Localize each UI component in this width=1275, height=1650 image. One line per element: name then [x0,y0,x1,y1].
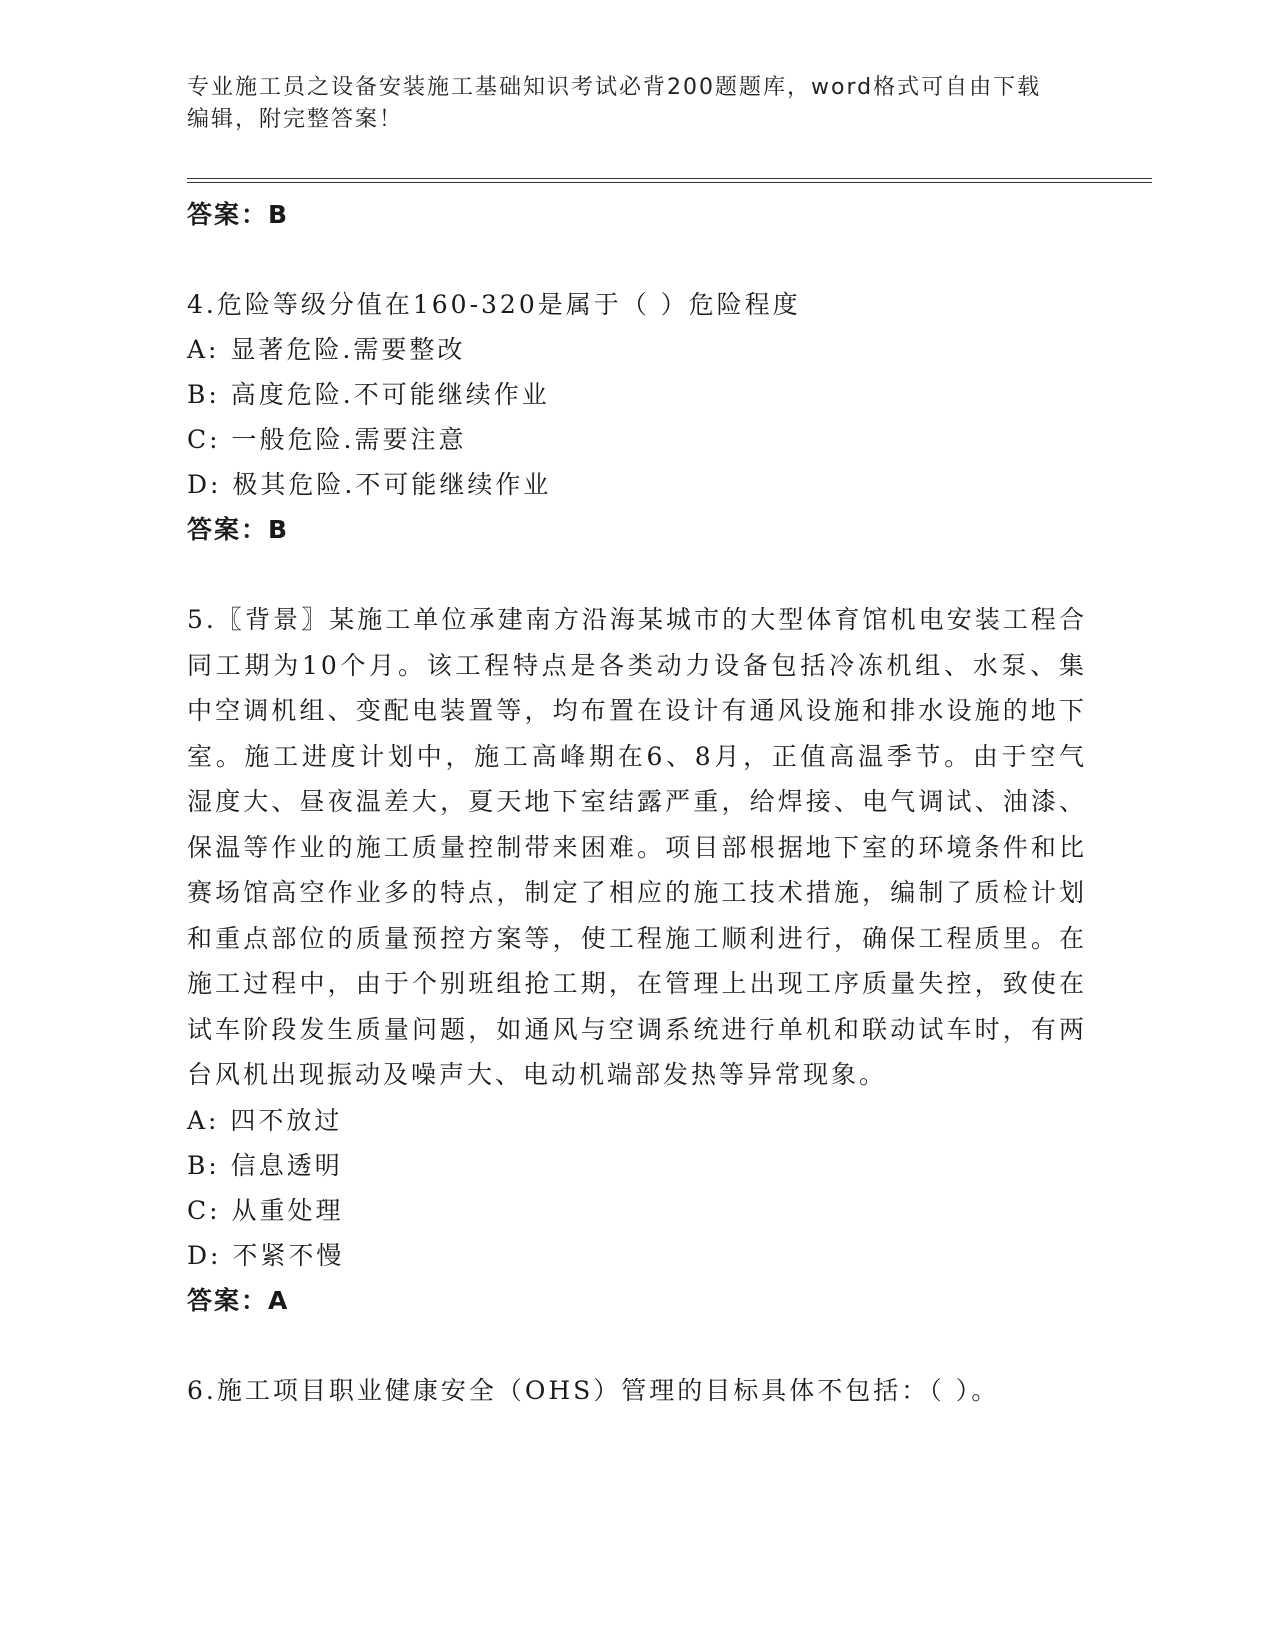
spacer [187,1323,1087,1368]
question-5-text: 5.〖背景〗某施工单位承建南方沿海某城市的大型体育馆机电安装工程合同工期为10个月。该工程特点是各类动力设备包括冷冻机组、水泵、集中空调机组、变配电装置等，均布置在设计有通风设施和排水设施的地下室。施工进度计划中，施工高峰期在6、8月，正值高温季节。由于空气湿度大、昼夜温差大，夏天地下室结露严重，给焊接、电气调试、油漆、保温等作业的施工质量控制带来困难。项目部根据地下室的环境条件和比赛场馆高空作业多的特点，制定了相应的施工技术措施，编制了质检计划和重点部位的质量预控方案等，使工程施工顺利进行，确保工程质里。在施工过程中，由于个别班组抢工期，在管理上出现工序质量失控，致使在试车阶段发生质量问题，如通风与空调系统进行单机和联动试车时，有两台风机出现振动及噪声大、电动机端部发热等异常现象。 [187,605,1087,1089]
question-5-answer: 答案：A [187,1285,290,1315]
question-6 [187,1368,1087,1413]
question-4-option-a: A: 显著危险.需要整改 [187,335,466,364]
document-header [187,72,1087,136]
answer-3: 答案：B [187,200,290,229]
question-6-text: 6.施工项目职业健康安全（OHS）管理的目标具体不包括：（ ）。 [187,1375,1000,1405]
question-5 [187,597,1087,1323]
spacer [187,552,1087,597]
question-5-option-b: B: 信息透明 [187,1150,343,1180]
question-5-option-d: D: 不紧不慢 [187,1240,345,1270]
question-4 [187,282,1087,552]
document-body [187,192,1087,1413]
question-5-option-c: C: 从重处理 [187,1195,344,1225]
question-5-option-a: A: 四不放过 [187,1105,343,1135]
header-line-1: 专业施工员之设备安装施工基础知识考试必背200题题库，word格式可自由下载 [187,75,1042,100]
question-4-text: 4.危险等级分值在160-320是属于（ ）危险程度 [187,290,801,319]
question-4-option-c: C: 一般危险.需要注意 [187,425,467,454]
question-4-option-d: D: 极其危险.不可能继续作业 [187,470,552,499]
spacer [187,237,1087,282]
header-divider [187,178,1152,183]
header-line-2: 编辑，附完整答案！ [187,107,404,132]
question-4-answer: 答案：B [187,515,290,544]
question-4-option-b: B: 高度危险.不可能继续作业 [187,380,550,409]
